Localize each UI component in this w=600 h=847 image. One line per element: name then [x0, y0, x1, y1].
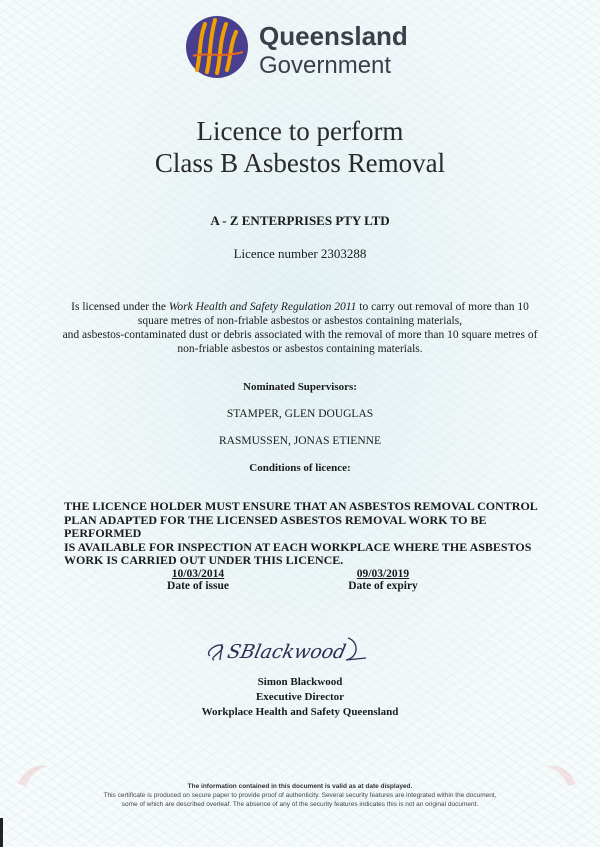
supervisor-name-2: RASMUSSEN, JONAS ETIENNE: [219, 435, 381, 447]
footer-line-3: some of which are described overleaf. The absence of any of the security features indicates this is not an original document.: [121, 801, 479, 808]
queensland-government-logo: [183, 12, 423, 82]
certificate-title-line1: Licence to perform: [196, 116, 404, 146]
expiry-date-label: Date of expiry: [348, 580, 418, 592]
expiry-date-block: [318, 568, 448, 592]
org-name-line1: Queensland: [259, 21, 408, 51]
expiry-date-value: 09/03/2019: [356, 568, 410, 580]
conditions-line-4: WORK IS CARRIED OUT UNDER THIS LICENCE.: [64, 553, 344, 567]
supervisors-heading: Nominated Supervisors:: [243, 381, 357, 393]
queensland-crest-icon: [183, 12, 423, 82]
licence-number-value: 2303288: [320, 246, 367, 261]
licence-number-row: [0, 246, 600, 262]
signature-image: [200, 632, 380, 666]
footer-line-1: The information contained in this document is valid as at date displayed.: [187, 783, 413, 790]
signatory-role: Executive Director: [255, 691, 345, 703]
conditions-line-2: PLAN ADAPTED FOR THE LICENSED ASBESTOS REMOVAL WORK TO BE PERFORMED: [64, 512, 487, 540]
licence-scope-paragraph: [0, 300, 600, 356]
scope-line-1-suffix: to carry out removal of more than 10: [356, 301, 529, 313]
licence-number-label: Licence number: [233, 246, 318, 261]
conditions-line-3: IS AVAILABLE FOR INSPECTION AT EACH WORKPLACE WHERE THE ASBESTOS: [64, 539, 532, 554]
scan-margin-mark: [0, 818, 3, 847]
regulation-name: Work Health and Safety Regulation 2011: [168, 301, 357, 313]
company-name: A - Z ENTERPRISES PTY LTD: [210, 213, 390, 228]
certificate-title-line2: Class B Asbestos Removal: [154, 148, 446, 178]
supervisor-name-1: STAMPER, GLEN DOUGLAS: [226, 408, 374, 420]
issue-date-block: [133, 568, 263, 592]
scope-line-4: non-friable asbestos or asbestos containing materials.: [177, 343, 423, 355]
conditions-line-1: THE LICENCE HOLDER MUST ENSURE THAT AN ASBESTOS REMOVAL CONTROL: [64, 499, 538, 513]
scope-line-1: [0, 300, 600, 314]
conditions-heading: Conditions of licence:: [249, 462, 351, 474]
scope-line-2: square metres of non-friable asbestos or asbestos containing materials,: [137, 315, 463, 327]
footer-line-2: This certificate is produced on secure paper to provide proof of authenticity. Several security features are integrated within the document,: [103, 792, 497, 799]
issue-date-label: Date of issue: [167, 580, 229, 592]
issue-date-value: 10/03/2014: [171, 568, 225, 580]
scope-line-1-prefix: Is licensed under the: [71, 301, 169, 313]
signatory-name: Simon Blackwood: [257, 676, 343, 688]
org-name-line2: Government: [259, 52, 392, 79]
scope-line-3: and asbestos-contaminated dust or debris associated with the removal of more than 10 square metres of: [62, 329, 538, 341]
signatory-department: Workplace Health and Safety Queensland: [201, 706, 399, 718]
security-footer: [0, 782, 600, 809]
handwritten-signature-icon: [200, 632, 380, 666]
conditions-text: [64, 500, 544, 568]
signature-text: SBlackwood: [225, 640, 349, 663]
